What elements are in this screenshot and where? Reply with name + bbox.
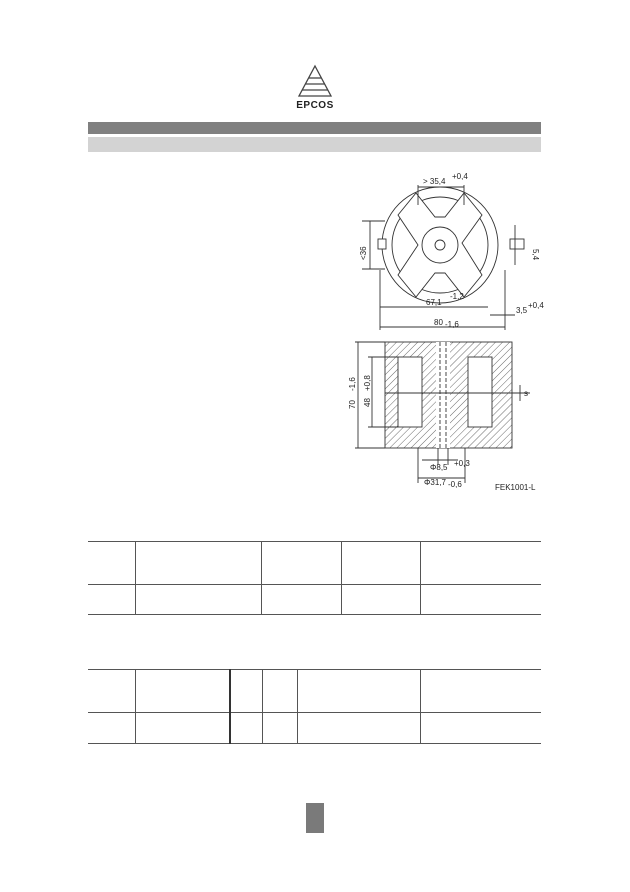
epcos-triangle-icon: [291, 64, 339, 100]
dim-height-outer: 70: [348, 400, 357, 409]
table-1-col-divider: [420, 541, 421, 615]
table-2-col-divider: [262, 669, 263, 744]
drawing-ref-code: FEK1001-L: [495, 483, 536, 492]
dim-top: > 35,4: [423, 177, 446, 186]
dim-height-inner: 48: [363, 398, 372, 407]
dim-top-tolerance: +0,4: [452, 172, 468, 181]
dim-right: 5,4: [531, 249, 540, 261]
dim-center-tolerance: +0,3: [454, 459, 470, 468]
table-1-bottom-rule: [88, 614, 541, 615]
dim-core-tolerance: -0,6: [448, 480, 462, 489]
header-bar-light: [88, 137, 541, 152]
table-1-col-divider: [261, 541, 262, 615]
dim-width-tolerance: -1,6: [445, 320, 459, 329]
dim-height-inner-tolerance: +0,8: [363, 375, 372, 391]
table-1-mid-rule: [88, 584, 541, 585]
dim-core: Φ31,7: [424, 478, 446, 487]
table-2-col-divider: [135, 669, 136, 744]
table-1-top-rule: [88, 541, 541, 542]
dim-gap: s: [524, 389, 528, 398]
dim-mid: 67,1: [426, 298, 442, 307]
table-2-mid-rule: [88, 712, 541, 713]
page-number-box: [306, 803, 324, 833]
table-2-col-divider: [297, 669, 298, 744]
table-2-col-divider: [229, 669, 231, 744]
core-technical-drawing: [340, 165, 560, 500]
dim-center: Φ8,5: [430, 463, 448, 472]
dim-slot: 3,5: [516, 306, 528, 315]
header-bar-dark: [88, 122, 541, 134]
side-view: [355, 342, 530, 483]
dim-mid-tolerance: -1,2: [450, 292, 464, 301]
epcos-logo: [291, 64, 339, 116]
dim-height-outer-tolerance: -1,6: [348, 377, 357, 391]
top-view: [362, 185, 524, 330]
dim-slot-tolerance: +0,4: [528, 301, 544, 310]
table-1-col-divider: [135, 541, 136, 615]
table-2-top-rule: [88, 669, 541, 670]
dim-width: 80: [434, 318, 443, 327]
dim-left: <36: [359, 246, 368, 260]
table-2-bottom-rule: [88, 743, 541, 744]
brand-name: EPCOS: [296, 100, 334, 111]
table-1-col-divider: [341, 541, 342, 615]
table-2-col-divider: [420, 669, 421, 744]
